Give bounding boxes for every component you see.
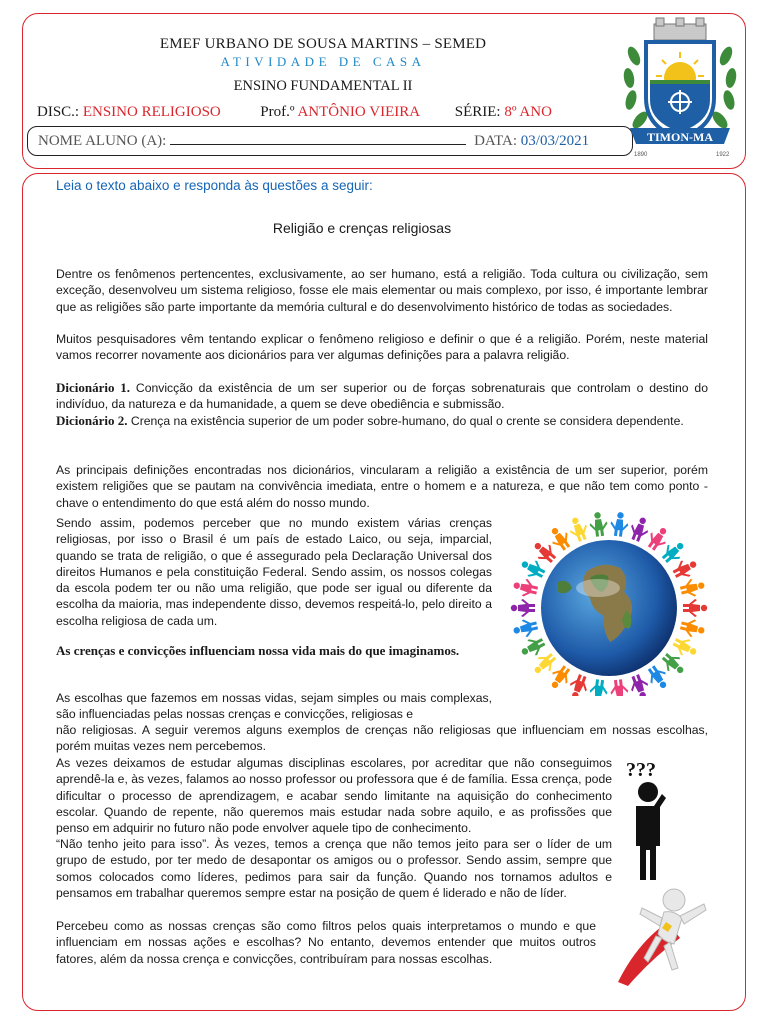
- seal-left-year: 1890: [634, 152, 648, 158]
- ring-person-icon: [679, 576, 707, 599]
- ring-person-icon: [518, 555, 548, 582]
- paragraph-7: “Não tenho jeito para isso”. Às vezes, temos a crença que não temos jeito para ser o líder de um grupo de estudo, por ter medo de desapontar os amigos ou o professor. Sendo assim, sempre que somos colocados como líderes, pedimos para sair da função. Quando nos tornamos adultos e pensamos em trabalhar queremos sempre estar na posição de quem é liderado e não de líder.: [56, 837, 612, 900]
- dictionary-1: [56, 380, 708, 413]
- discipline-value: ENSINO RELIGIOSO: [82, 104, 221, 120]
- flying-hero-icon: [608, 882, 712, 988]
- student-name-row: [27, 126, 633, 156]
- student-name-label: NOME ALUNO (A):: [38, 133, 167, 149]
- professor-value: ANTÔNIO VIEIRA: [297, 104, 420, 120]
- ring-person-icon: [658, 649, 688, 679]
- ring-person-icon: [512, 617, 540, 640]
- ring-person-icon: [529, 649, 559, 679]
- ring-person-icon: [518, 634, 548, 661]
- ring-person-icon: [588, 679, 609, 696]
- ring-person-icon: [670, 634, 700, 661]
- dictionary-2-text: Crença na existência superior de um poder sobre-humano, do qual o crente se considera dependente.: [127, 414, 684, 428]
- professor-label: Prof.º: [260, 104, 295, 120]
- serie-label: SÉRIE:: [454, 104, 501, 120]
- ring-person-icon: [679, 617, 707, 640]
- dictionary-2-term: Dicionário 2.: [56, 413, 128, 428]
- question-marks: ???: [626, 759, 656, 781]
- ring-person-icon: [588, 512, 609, 537]
- ring-person-icon: [670, 555, 700, 582]
- paragraph-5a: As escolhas que fazemos em nossas vidas, sejam simples ou mais complexas, são influenciadas pelas nossas crenças e convicções, religiosas e: [56, 691, 492, 722]
- ring-person-icon: [566, 515, 591, 544]
- ring-person-icon: [683, 599, 707, 617]
- dictionary-2: [56, 413, 708, 429]
- paragraph-4: Sendo assim, podemos perceber que no mundo existem várias crenças religiosas, por isso o Brasil é um país de estado Laico, ou seja, imparcial, quando se trata de religião, o que é assegurado pela Declaração Universal dos direitos Humanos e pela constituição Federal. Sendo assim, os nossos colegas da escola podem ter ou não uma religião, que pode ser igual ou diferente da escolha da maioria, mas independente disso, devemos respeitá-lo, pelo direito a escolha religiosa de cada um.: [56, 516, 492, 628]
- paragraph-8: Percebeu como as nossas crenças são como filtros pelos quais interpretamos o mundo e que influenciam em nossas ações e escolhas? No entanto, devemos entender que muitos outros fatores, além da nossa crença e convicções, contribuíram para nossas escolhas.: [56, 919, 596, 966]
- ring-person-icon: [658, 537, 688, 567]
- paragraph-5b: não religiosas. A seguir veremos alguns exemplos de crenças não religiosas que influenciam em nossas escolhas, porém muitas vezes nem percebemos.: [56, 723, 708, 754]
- dictionary-1-term: Dicionário 1.: [56, 380, 130, 395]
- seal-right-year: 1922: [716, 152, 730, 158]
- level-label: ENSINO FUNDAMENTAL II: [233, 78, 413, 94]
- ring-person-icon: [566, 672, 591, 696]
- school-name: EMEF URBANO DE SOUSA MARTINS – SEMED: [159, 36, 487, 52]
- ring-person-icon: [511, 599, 535, 617]
- paragraph-1: Dentre os fenômenos pertencentes, exclusivamente, ao ser humano, está a religião. Toda cultura ou civilização, sem exceção, desenvolveu um sistema religioso, fosse ele mais elementar ou mais complexo, por isso, é importante lembrar que as religiões são parte importante da memória cultural e do desenvolvimento histórico de todas as sociedades.: [56, 267, 708, 314]
- date-label: DATA:: [474, 133, 518, 149]
- seal-caption: TIMON-MA: [647, 130, 713, 144]
- student-name-field[interactable]: [170, 132, 466, 145]
- ring-person-icon: [609, 512, 630, 537]
- paragraph-2: Muitos pesquisadores vêm tentando explicar o fenômeno religioso e definir o que é a religião. Porém, neste material vamos recorrer novamente aos dicionários para ver algumas definições para a palavra religião.: [56, 332, 708, 363]
- discipline-row: [37, 104, 552, 121]
- ring-person-icon: [609, 679, 630, 696]
- text-title: Religião e crenças religiosas: [272, 220, 452, 236]
- ring-person-icon: [512, 576, 540, 599]
- globe-people-icon: [498, 512, 720, 696]
- serie-value: 8º ANO: [504, 104, 552, 120]
- dictionary-1-text: Convicção da existência de um ser superior ou de forças sobrenaturais que controlam o destino do indivíduo, da natureza e da humanidade, a quem se deve obediência e submissão.: [56, 381, 708, 412]
- thinking-person-icon: [620, 754, 680, 882]
- ring-person-icon: [529, 537, 559, 567]
- date-value: 03/03/2021: [520, 133, 590, 149]
- instruction: Leia o texto abaixo e responda às questões a seguir:: [56, 178, 373, 193]
- section-subheading: As crenças e convicções influenciam nossa vida mais do que imaginamos.: [56, 643, 460, 658]
- ring-person-icon: [627, 515, 652, 544]
- paragraph-6: As vezes deixamos de estudar algumas disciplinas escolares, por acreditar que não conseguimos aprendê-la e, às vezes, falamos ao nosso professor ou professora que é de família. Essa crença, pode dificultar o processo de aprendizagem, e acabar sendo limitante na aquisição do conhecimento escolar. Quando de repente, não queremos mais estudar nada sobre aquilo, e as profissões que penso em adquirir no futuro não pode envolver aquele tipo de conhecimento.: [56, 756, 612, 836]
- ring-person-icon: [627, 672, 652, 696]
- discipline-label: DISC.:: [37, 104, 80, 120]
- activity-label: ATIVIDADE DE CASA: [220, 54, 426, 69]
- paragraph-3: As principais definições encontradas nos dicionários, vincularam a religião a existência de um ser superior, porém existem religiões que se pautam na convivência imediata, entre o homem e a natureza, e que não tem como ponto - chave o entendimento do que está além do nosso mundo.: [56, 463, 708, 510]
- timon-seal-logo: [620, 16, 740, 162]
